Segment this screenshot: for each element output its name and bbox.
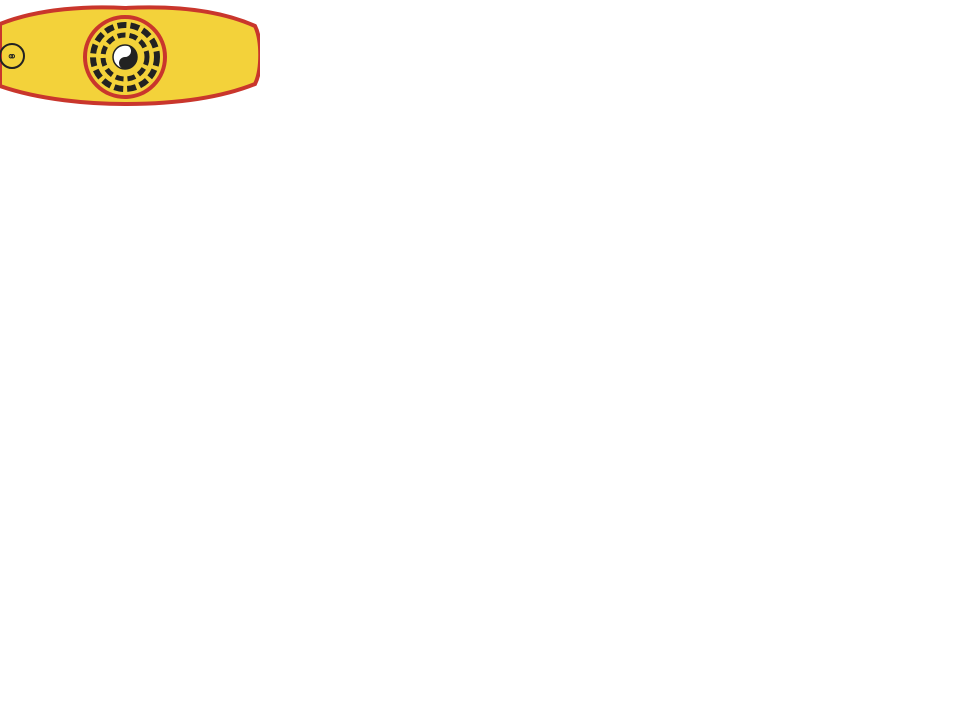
- svg-text:⚭: ⚭: [6, 50, 18, 65]
